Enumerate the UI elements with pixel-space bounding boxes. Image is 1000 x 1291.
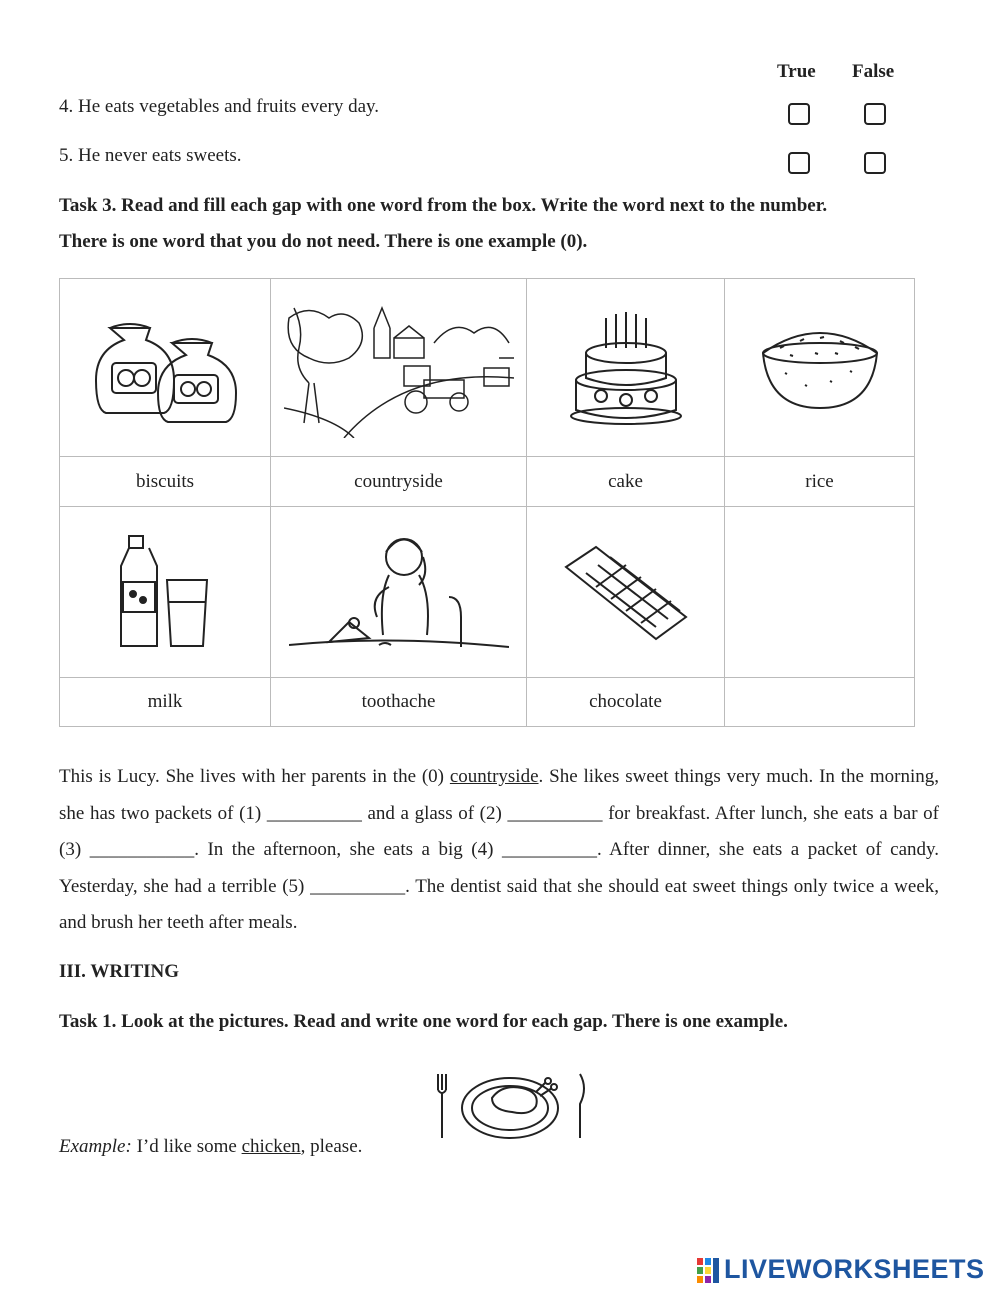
story-text: . She likes sweet things very much. In the morning, she has two packets of (1)	[59, 766, 939, 824]
example-sentence	[59, 1136, 362, 1158]
biscuits-icon	[90, 313, 240, 423]
countryside-picture-cell	[271, 279, 527, 457]
word-cell: chocolate	[527, 678, 725, 727]
gap-3-input[interactable]: ___________	[89, 839, 195, 861]
section-title: III. WRITING	[59, 961, 180, 982]
task3-instruction-line1: Task 3. Read and fill each gap with one word from the box. Write the word next to the number.	[59, 195, 828, 216]
rice-picture-cell	[725, 279, 915, 457]
chicken-plate-icon	[432, 1070, 592, 1142]
biscuits-picture-cell	[60, 279, 271, 457]
statement-5-true-checkbox[interactable]	[788, 152, 810, 174]
word-cell: milk	[60, 678, 271, 727]
example-text: I’d like some	[131, 1136, 242, 1157]
liveworksheets-logo	[697, 1254, 985, 1285]
cake-picture-cell	[527, 279, 725, 457]
milk-picture-cell	[60, 507, 271, 678]
story-paragraph	[59, 759, 939, 942]
countryside-icon	[284, 298, 514, 438]
statement-4-true-checkbox[interactable]	[788, 103, 810, 125]
false-header: False	[852, 61, 895, 82]
gap-4-input[interactable]: __________	[501, 839, 597, 861]
example-text: , please.	[300, 1136, 363, 1157]
statement-4-false-checkbox[interactable]	[864, 103, 886, 125]
toothache-icon	[289, 527, 509, 657]
chocolate-icon	[556, 537, 696, 647]
word-cell: rice	[725, 457, 915, 507]
vocabulary-table	[59, 278, 915, 727]
statement-5-false-checkbox[interactable]	[864, 152, 886, 174]
writing-task1-instruction: Task 1. Look at the pictures. Read and write one word for each gap. There is one example.	[59, 1011, 788, 1032]
word-cell: toothache	[271, 678, 527, 727]
story-text: and a glass of (2)	[361, 802, 508, 824]
cake-icon	[566, 308, 686, 428]
example-word: chicken	[241, 1136, 301, 1157]
true-header: True	[777, 61, 816, 82]
statement-4: 4. He eats vegetables and fruits every day.	[59, 96, 380, 117]
task3-instruction-line2: There is one word that you do not need. There is one example (0).	[59, 231, 588, 252]
story-text: . In the afternoon, she eats a big (4)	[194, 839, 502, 861]
rice-bowl-icon	[755, 323, 885, 413]
gap-5-input[interactable]: __________	[310, 875, 406, 897]
word-cell	[725, 678, 915, 727]
gap-2-input[interactable]: __________	[507, 802, 603, 824]
word-cell: countryside	[271, 457, 527, 507]
empty-picture-cell	[725, 507, 915, 678]
logo-blocks-icon	[697, 1256, 721, 1284]
story-text: for breakfast. After lunch, she eats a bar of (3)	[59, 802, 939, 861]
example-answer: countryside	[449, 766, 539, 787]
chocolate-picture-cell	[527, 507, 725, 678]
logo-text: LIVEWORKSHEETS	[724, 1254, 985, 1284]
example-label: Example:	[59, 1136, 132, 1157]
toothache-picture-cell	[271, 507, 527, 678]
word-cell: cake	[527, 457, 725, 507]
gap-1-input[interactable]: __________	[266, 802, 362, 824]
word-cell: biscuits	[60, 457, 271, 507]
story-text: This is Lucy. She lives with her parents in the (0)	[59, 766, 450, 787]
story-text: . The dentist said that she should eat sweet things only twice a week, and brush her teeth after meals.	[59, 875, 939, 934]
statement-5: 5. He never eats sweets.	[59, 145, 242, 166]
story-text: . After dinner, she eats a packet of candy. Yesterday, she had a terrible (5)	[59, 839, 940, 897]
milk-icon	[115, 532, 215, 652]
